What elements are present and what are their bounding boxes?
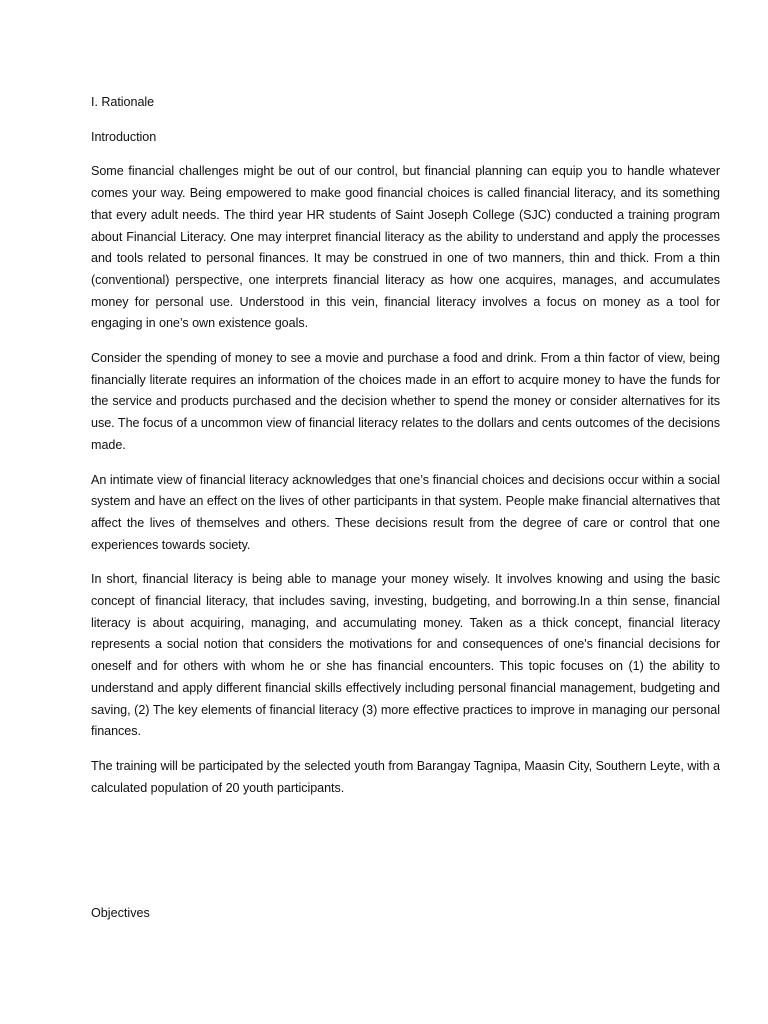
subheading-introduction: Introduction: [91, 129, 157, 144]
paragraph-5: The training will be participated by the selected youth from Barangay Tagnipa, Maasin City, Southern Leyte, with a calculated population of 20 youth participants.: [91, 758, 720, 795]
document-body: [91, 92, 720, 812]
paragraph-2: Consider the spending of money to see a movie and purchase a food and drink. From a thin factor of view, being financially literate requires an information of the choices made in an effort to acquire money to have the funds for the service and products purchased and the decision whether to spend the money or consider alternatives for its use. The focus of a uncommon view of financial literacy relates to the dollars and cents outcomes of the decisions made.: [91, 351, 720, 452]
paragraph-4: In short, financial literacy is being able to manage your money wisely. It involves knowing and using the basic concept of financial literacy, that includes saving, investing, budgeting, and borrowing.In a thin sense, financial literacy is about acquiring, managing, and accumulating money. Taken as a thick concept, financial literacy represents a social notion that considers the motivations for and consequences of one's financial decisions for oneself and for others with whom he or she has financial encounters. This topic focuses on (1) the ability to understand and apply different financial skills effectively including personal financial management, budgeting and saving, (2) The key elements of financial literacy (3) more effective practices to improve in managing our personal finances.: [91, 572, 720, 739]
objectives-heading: Objectives: [91, 906, 150, 920]
section-title: I. Rationale: [91, 95, 155, 109]
paragraph-3: An intimate view of financial literacy acknowledges that one’s financial choices and decisions occur within a social system and have an effect on the lives of other participants in that system. People make financial alternatives that affect the lives of themselves and others. These decisions result from the degree of care or control that one experiences towards society.: [91, 472, 720, 552]
paragraph-1: Some financial challenges might be out of our control, but financial planning can equip you to handle whatever comes your way. Being empowered to make good financial choices is called financial literacy, and its something that every adult needs. The third year HR students of Saint Joseph College (SJC) conducted a training program about Financial Literacy. One may interpret financial literacy as the ability to understand and apply the processes and tools related to personal finances. It may be construed in one of two manners, thin and thick. From a thin (conventional) perspective, one interprets financial literacy as how one acquires, manages, and accumulates money for personal use. Understood in this vein, financial literacy involves a focus on money as a tool for engaging in one’s own existence goals.: [91, 164, 720, 331]
